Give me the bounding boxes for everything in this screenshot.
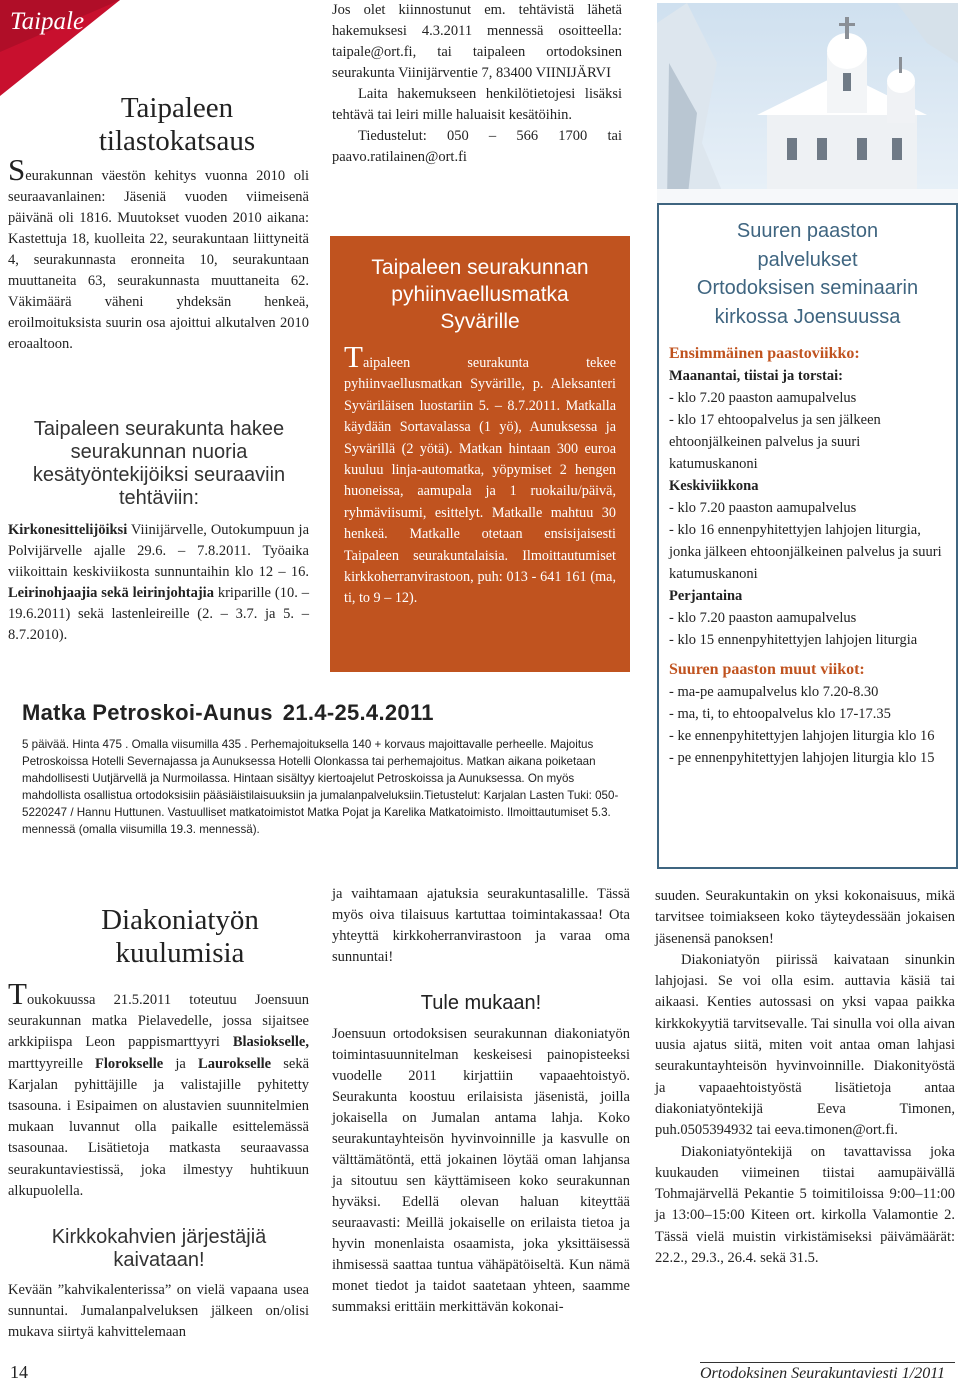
section-tab-label: Taipale [10,8,85,35]
diakonia-body: Toukokuussa 21.5.2011 toteutuu Joensuun seurakunnan matka Pielavedelle, jossa sijaitsee arkkipiispa Leon pappismarttyyri Blasiokselle, marttyyreille Florokselle ja Laurokselle sekä Karjalan pyhittäjille ja valistajille pyhitetty tsasouna. i Esipaimen on alustavien suunnitelmien mukaan luvannut olla paikalle esittelemässä tsasounaa. Lisätietoja matkasta seuraavassa seurakuntaviestissä, joka ilmestyy huhtikuun alkupuolella. [8,976,309,1199]
apply-info: Jos olet kiinnostunut em. tehtävistä lähetä hakemuksesi 4.3.2011 mennessä osoitteella: taipale@ort.fi, tai taipaleen ortodoksinen seurakunta Viinijärventie 7, 83400 VIINIJÄRVI Laita hakemukseen henkilötietojesi lisäksi tehtävä tai leiri mille haluaisit kesätöihin. Tiedustelut: 050 – 566 1700 tai paavo.ratilainen@ort.fi [332,2,622,165]
pilgrimage-title: Taipaleen seurakunnan pyhiinvaellusmatka Syvärille [371,256,589,333]
trip-box [0,676,652,862]
coffee-title: Kirkkokahvien järjestäjiä kaivataan! [51,1226,267,1271]
church-photo [657,3,958,203]
coffee-continued: ja vaihtamaan ajatuksia seurakuntasalille. Tässä myös oiva tilaisuus kartuttaa toimintakassaa! Ota yhteyttä kirkkoherranvirastoon ja varaa oma sunnuntai! [332,886,630,965]
trip-body: 5 päivää. Hinta 475 . Omalla viisumilla 435 . Perhemajoituksella 140 + korvaus majoittavalle perheelle. Majoitus Petroskoissa Hotelli Severnajassa ja Aunuksessa Hotelli Olonkassa tai perhemajoitus. Matkan aikana poiketaan mahdollisesti Uutjärvellä ja Nurmoilassa. Hintaan sisältyy kiertoajelut Petroskoissa ja Aunuksessa. On myös mahdollista osallistua ortodoksisiin pääsiäistilaisuuksiin ja jumalanpalveluksiin.Tietustelut: Karjalan Lasten Tuki: 050-5220247 / Hannu Huttunen. Vastuulliset matkatoimistot Matka Pojat ja Karelika Matkatoimisto. Ilmoittautumiset 5.3. mennessä (omalla viisumilla 19.3. mennessä). [22,738,619,836]
lent-title: Suuren paaston palvelukset Ortodoksisen seminaarin kirkossa Joensuussa [696,220,919,328]
diakonia-title: Diakoniatyön kuulumisia [101,904,259,969]
coffee-body: Kevään ”kahvikalenterissa” on vielä vapaana usea sunnuntai. Jumalanpalveluksen jälkeen on/olisi mukava siirtyä kahvittelemaan [8,1282,309,1340]
lent-services-box [657,203,958,869]
page-number: 14 [10,1362,28,1382]
stats-body: Seurakunnan väestön kehitys vuonna 2010 oli seuraavanlainen: Jäseniä vuoden viimeisenä päivänä oli 1816. Muutokset vuoden 2010 aikana: Kastettuja 18, kuolleita 22, seurakuntaan liittyneitä 4, seurakunnasta eronneita 10, seurakuntaan muuttaneita 63, seurakunnasta muuttaneita 62. Väkimäärä väheni yhdeksän henkeä, eroilmoituksista suurin osa ajoittui alkutalven 2010 eroaaltoon. [8,152,309,352]
trip-title: Matka Petroskoi-Aunus 21.4-25.4.2011 [22,700,434,725]
stats-title: Taipaleen tilastokatsaus [98,92,256,157]
footer-rule [700,1362,955,1363]
dropcap: S [8,152,26,187]
lent-schedule: Ensimmäinen paastoviikko: Maanantai, tiistai ja torstai: - klo 7.20 paaston aamupalvelus - klo 17 ehtoopalvelus ja sen jälkeen ehtoonjälkeinen palvelus ja suuri katumuskanoni Keskiviikkona - klo 7.20 paaston aamupalvelus - klo 16 ennenpyhitettyjen lahjojen liturgia, jonka jälkeen ehtoonjälkeinen palvelus ja suuri katumuskanoni Perjantaina - klo 7.20 paaston aamupalvelus - klo 15 ennenpyhitettyjen lahjojen liturgia Suuren paaston muut viikot: - ma-pe aamupalvelus klo 7.20-8.30 - ma, ti, to ehtoopalvelus klo 17-17.35 - ke ennenpyhitettyjen lahjojen liturgia klo 16 - pe ennenpyhitettyjen lahjojen liturgia klo 15 [669,345,942,766]
welcome-body: Joensuun ortodoksisen seurakunnan diakoniatyön toimintasuunnitelman keskeisesi painopisteeksi vuodelle 2011 kirjattiin vapaaehtoistyö. Seurakunta koostuu erilaisista jäsenistä, joilla jokaisella on Jumalan antama lahja. Koko seurakuntayhteisön hyvinvoinnille ja kasvulle on välttämätöntä, että jokainen löytää oman lahjansa ja sitoutuu sen käyttämiseen koko seurakunnan hyväksi. Edellä olevan haluan kiteyttää seuraavasti: Meillä jokaiselle on erilaista tietoa ja hyvin monenlaista osaamista, joka yksittäisessä ihmisessä saattaa tuntua vähäpätöiseltä. Kun nämä monet tiedot ja taidot saatetaan yhteen, saamme summaksi erittäin merkittävän kokonai- [332,1026,630,1315]
pilgrimage-body: Taipaleen seurakunta tekee pyhiinvaellusmatkan Syvärille, p. Aleksanteri Syväriläisen luostariin 5. – 8.7.2011. Matkalla käydään Sortavalassa (1 yö), Aunuksessa ja Syvärillä (2 yötä). Matkan hintaan 300 euroa kuuluu linja-automatka, yöpymiset 2 hengen huoneissa, aamupala ja 1 ruokailu/päivä, ryhmäviisumi, esittelyt. Matkalle mahtuu 30 henkeä. Matkalle otetaan ensisijaisesti Taipaleen seurakuntalaisia. Ilmoittautumiset kirkkoherranvirastoon, puh: 013 - 641 161 (ma, ti, to 9 – 12). [344,339,616,607]
recruit-title: Taipaleen seurakunta hakee seurakunnan nuoria kesätyöntekijöiksi seuraaviin tehtäviin: [32,418,286,509]
pilgrimage-box [330,236,630,672]
publication-title: Ortodoksinen Seurakuntaviesti 1/2011 [700,1365,945,1382]
welcome-title: Tule mukaan! [420,992,542,1014]
recruit-body: Kirkonesittelijöiksi Viinijärvelle, Outokumpuun ja Polvijärvelle ajalle 29.6. – 7.8.2011. Työaika viikoittain keskiviikosta sunnuntaihin klo 12 – 16. Leirinohjaajia sekä leirinjohtajia kriparille (10. – 19.6.2011) sekä lastenleireille (2. – 3.7. ja 5. – 8.7.2010). [8,522,309,643]
church-illustration [657,3,958,203]
diakonia-right-column: suuden. Seurakuntakin on yksi kokonaisuus, mikä tarvitsee toimiakseen koko täyteydessään jokaisen jäsenensä panoksen! Diakoniatyön piirissä kaivataan sinunkin lahjojasi. Se voi olla esim. auttavia käsiä tai aikaasi. Kenties autossasi on yksi vapaa paikka kirkkokyytiä tarvitsevalle. Tai sinulla voi olla aivan uusia ajatus siitä, miten voit antaa oman lahjasi seurakuntayhteisön hyvinvoinnille. Diakonityöstä ja vapaaehtoistyöstä lisätietoja antaa diakoniatyöntekijä Eeva Timonen, puh.0505394932 tai eeva.timonen@ort.fi. Diakoniatyöntekijä on tavattavissa joka kuukauden viimeinen tiistai aamupäivällä Tohmajärvellä Pekantie 5 toimitiloissa 9:00–11:00 ja 13:00–15:00 Kiteen ort. kirkolla Valamontie 2. Tässä vielä muistin virkistämiseksi päivämäärät: 22.2., 29.3., 26.4. sekä 31.5. [655,888,955,1267]
